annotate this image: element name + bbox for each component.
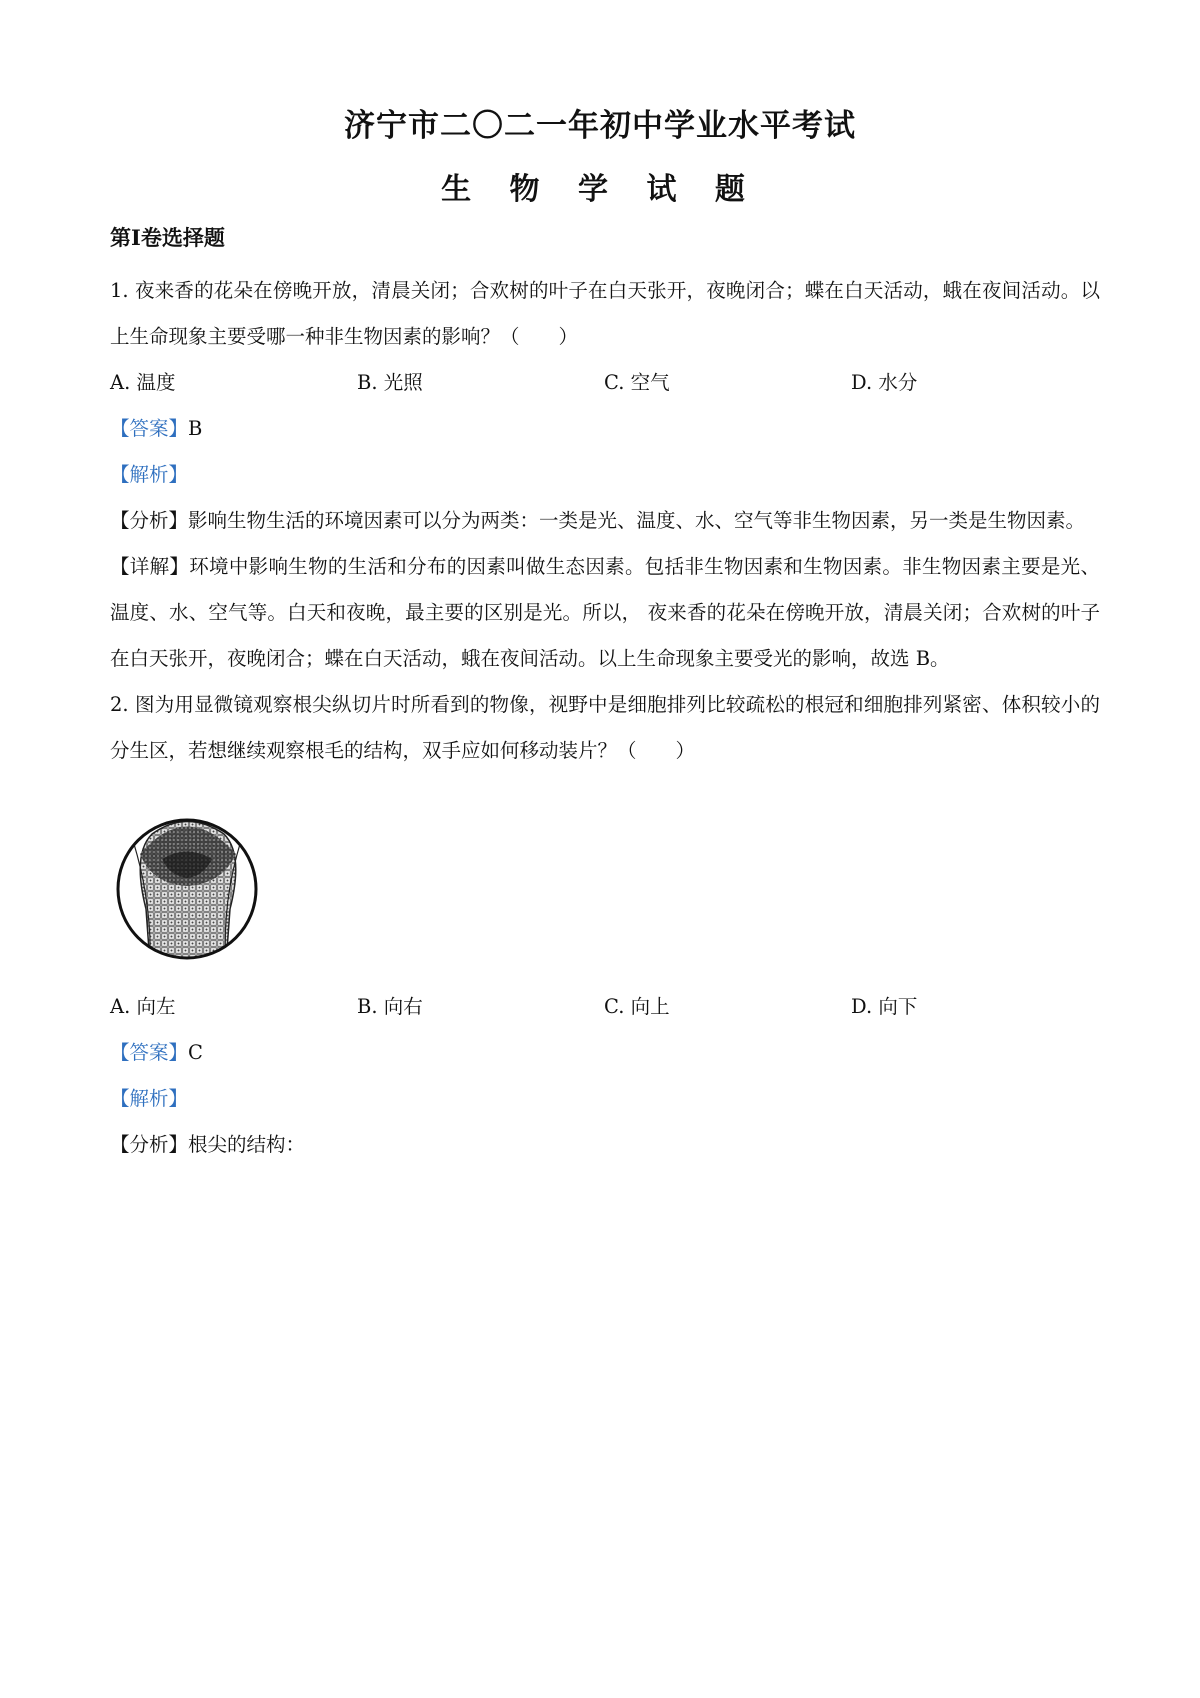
q1-option-c: C. 空气: [604, 371, 670, 394]
q1-analysis-tag: 【解析】: [110, 463, 189, 486]
exam-content: [110, 222, 1100, 1168]
exam-title: 济宁市二〇二一年初中学业水平考试: [344, 108, 856, 144]
question-2-text: 2. 图为用显微镜观察根尖纵切片时所看到的物像，视野中是细胞排列比较疏松的根冠和细胞排列紧密、体积较小的分生区，若想继续观察根毛的结构，双手应如何移动装片？（ ）: [110, 693, 1100, 762]
q1-fenxi: [110, 498, 1100, 544]
section-title: 第Ⅰ卷选择题: [110, 225, 225, 250]
q1-detail-text: 环境中影响生物的生活和分布的因素叫做生态因素。包括非生物因素和生物因素。非生物因素主要是光、温度、水、空气等。白天和夜晚，最主要的区别是光。所以， 夜来香的花朵在傍晚开放，清晨关闭；合欢树的叶子在白天张开，夜晚闭合；蝶在白天活动，蛾在夜间活动。以上生命现象主要受光的影响，故选 B。: [110, 555, 1100, 670]
exam-subtitle: 生 物 学 试 题: [441, 172, 759, 207]
root-tip-figure: [110, 774, 1100, 984]
q1-fenxi-tag: 【分析】: [110, 509, 189, 532]
q1-option-d: D. 水分: [851, 371, 918, 394]
q2-fenxi: [110, 1122, 1100, 1168]
q1-fenxi-text: 影响生物生活的环境因素可以分为两类：一类是光、温度、水、空气等非生物因素，另一类是生物因素。: [188, 509, 1086, 532]
q1-detail: [110, 544, 1100, 682]
q2-option-c: C. 向上: [604, 995, 670, 1018]
q2-answer-tag: 【答案】: [110, 1041, 189, 1064]
q1-answer-tag: 【答案】: [110, 417, 189, 440]
q1-answer-value: B: [188, 417, 203, 440]
q2-option-b: B. 向右: [357, 995, 423, 1018]
question-1-text: 1. 夜来香的花朵在傍晚开放，清晨关闭；合欢树的叶子在白天张开，夜晚闭合；蝶在白天活动，蛾在夜间活动。以上生命现象主要受哪一种非生物因素的影响？（ ）: [110, 279, 1100, 348]
q1-option-a: A. 温度: [110, 371, 176, 394]
q1-analysis: [110, 452, 1100, 498]
q1-option-b: B. 光照: [357, 371, 423, 394]
q2-fenxi-tag: 【分析】: [110, 1133, 189, 1156]
q2-answer: [110, 1030, 1100, 1076]
question-2-options: [110, 984, 1100, 1030]
q2-option-d: D. 向下: [851, 995, 918, 1018]
q2-answer-value: C: [188, 1041, 203, 1064]
q2-analysis-tag: 【解析】: [110, 1087, 189, 1110]
q1-answer: [110, 406, 1100, 452]
q1-detail-tag: 【详解】: [110, 555, 190, 578]
q2-fenxi-text: 根尖的结构：: [188, 1133, 306, 1156]
question-1-options: [110, 360, 1100, 406]
q2-analysis: [110, 1076, 1100, 1122]
root-tip-microscope-image: [112, 814, 262, 964]
q2-option-a: A. 向左: [110, 995, 176, 1018]
